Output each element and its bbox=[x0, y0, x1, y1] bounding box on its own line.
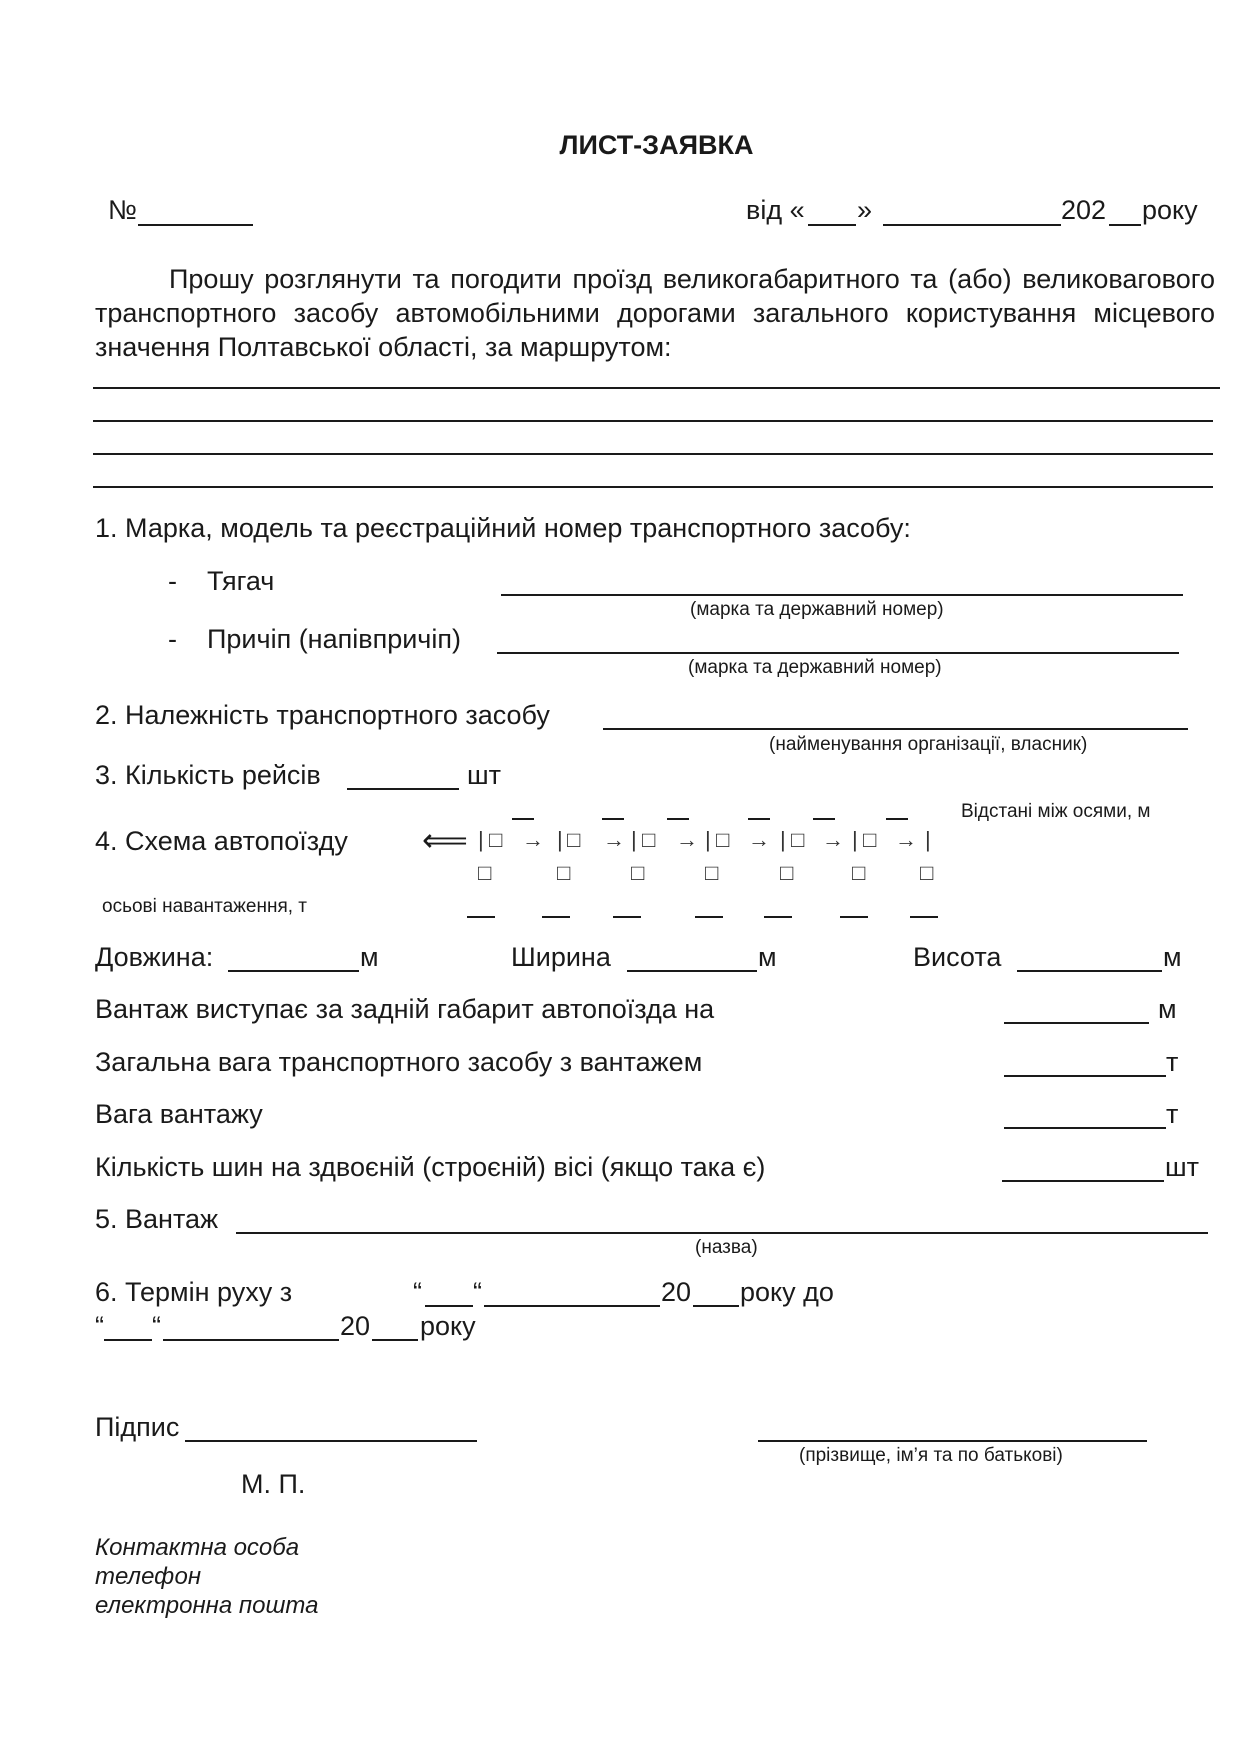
axle-load-box-icon: □ bbox=[852, 860, 866, 885]
axle-load-field[interactable] bbox=[910, 916, 938, 918]
axle-arrow-icon: → bbox=[676, 827, 698, 852]
term-from-month-field[interactable] bbox=[484, 1305, 660, 1307]
height-unit: м bbox=[1163, 942, 1182, 972]
axle-load-field[interactable] bbox=[542, 916, 570, 918]
tires-unit: шт bbox=[1165, 1152, 1200, 1182]
overhang-label: Вантаж виступає за задній габарит автопоїзда на bbox=[95, 994, 715, 1024]
length-field[interactable] bbox=[228, 970, 359, 972]
ownership-field[interactable] bbox=[603, 728, 1188, 730]
section2-label: 2. Належність транспортного засобу bbox=[95, 700, 550, 730]
axle-load-box-icon: □ bbox=[478, 860, 492, 885]
trailer-dash: - bbox=[168, 624, 177, 654]
axle-distance-label: Відстані між осями, м bbox=[961, 801, 1151, 822]
signer-name-field[interactable] bbox=[758, 1440, 1147, 1442]
term-to-month-field[interactable] bbox=[163, 1339, 339, 1341]
section3-label: 3. Кількість рейсів bbox=[95, 760, 321, 790]
axle-box-icon: □ bbox=[567, 827, 581, 852]
trips-unit: шт bbox=[467, 760, 502, 790]
axle-bar: | bbox=[631, 827, 637, 852]
cargo-field[interactable] bbox=[236, 1232, 1208, 1234]
contact-person-label: Контактна особа bbox=[95, 1534, 300, 1561]
axle-box-icon: □ bbox=[863, 827, 877, 852]
axle-bar: | bbox=[852, 827, 858, 852]
signer-name-hint: (прізвище, ім’я та по батькові) bbox=[799, 1445, 1063, 1466]
contact-email-label: електронна пошта bbox=[95, 1592, 319, 1619]
term-from-year-field[interactable] bbox=[693, 1305, 739, 1307]
signature-label: Підпис bbox=[95, 1412, 180, 1442]
overhang-field[interactable] bbox=[1004, 1022, 1149, 1024]
tractor-label: Тягач bbox=[207, 566, 275, 596]
route-line-1[interactable] bbox=[93, 387, 1220, 389]
axle-box-icon: □ bbox=[791, 827, 805, 852]
axle-arrow-icon: → bbox=[522, 827, 544, 852]
cargo-weight-field[interactable] bbox=[1004, 1127, 1166, 1129]
number-field[interactable] bbox=[138, 224, 253, 226]
direction-arrow-icon: ⟸ bbox=[422, 822, 468, 858]
date-day-field[interactable] bbox=[808, 224, 856, 226]
date-month-field[interactable] bbox=[883, 224, 1061, 226]
axle-load-box-icon: □ bbox=[631, 860, 645, 885]
document-title: ЛИСТ-ЗАЯВКА bbox=[559, 130, 754, 160]
axle-distance-field[interactable] bbox=[886, 818, 908, 820]
cargo-weight-label: Вага вантажу bbox=[95, 1099, 263, 1129]
axle-load-box-icon: □ bbox=[557, 860, 571, 885]
total-weight-field[interactable] bbox=[1004, 1075, 1166, 1077]
trips-field[interactable] bbox=[347, 788, 459, 790]
width-field[interactable] bbox=[627, 970, 757, 972]
term-to-year-field[interactable] bbox=[372, 1339, 418, 1341]
axle-load-field[interactable] bbox=[840, 916, 868, 918]
width-unit: м bbox=[758, 942, 777, 972]
number-label: № bbox=[108, 195, 137, 225]
cargo-hint: (назва) bbox=[695, 1237, 758, 1258]
axle-distance-field[interactable] bbox=[748, 818, 770, 820]
date-year-suffix: року bbox=[1142, 195, 1198, 225]
tractor-field[interactable] bbox=[501, 594, 1183, 596]
route-line-3[interactable] bbox=[93, 453, 1213, 455]
axle-arrow-icon: → bbox=[748, 827, 770, 852]
signature-field[interactable] bbox=[185, 1440, 477, 1442]
overhang-unit: м bbox=[1158, 994, 1177, 1024]
length-label: Довжина: bbox=[95, 942, 214, 972]
term-to-close-quote: “ bbox=[152, 1311, 161, 1341]
request-text: Прошу розглянути та погодити проїзд великогабаритного та (або) великовагового транспортного засобу автомобільними дорогами загального користування місцевого значення Полтавської області, за маршрутом: bbox=[95, 264, 1215, 362]
height-label: Висота bbox=[913, 942, 1002, 972]
axle-bar: | bbox=[557, 827, 563, 852]
trailer-field[interactable] bbox=[497, 652, 1179, 654]
axle-distance-field[interactable] bbox=[813, 818, 835, 820]
axle-distance-field[interactable] bbox=[512, 818, 534, 820]
axle-load-box-icon: □ bbox=[780, 860, 794, 885]
axle-load-box-icon: □ bbox=[705, 860, 719, 885]
tractor-dash: - bbox=[168, 566, 177, 596]
axle-load-field[interactable] bbox=[467, 916, 495, 918]
date-close-quote: » bbox=[857, 195, 873, 225]
axle-bar: | bbox=[705, 827, 711, 852]
term-from-year-suffix: року до bbox=[740, 1277, 834, 1307]
term-from-year-prefix: 20 bbox=[661, 1277, 692, 1307]
axle-load-field[interactable] bbox=[613, 916, 641, 918]
axle-box-icon: □ bbox=[489, 827, 503, 852]
cargo-weight-unit: т bbox=[1166, 1099, 1179, 1129]
axle-load-label: осьові навантаження, т bbox=[102, 896, 307, 917]
stamp-label: М. П. bbox=[241, 1469, 306, 1499]
axle-arrow-icon: → bbox=[603, 827, 625, 852]
trailer-label: Причіп (напівпричіп) bbox=[207, 624, 461, 654]
ownership-hint: (найменування організації, власник) bbox=[769, 734, 1088, 755]
term-to-year-prefix: 20 bbox=[340, 1311, 371, 1341]
axle-load-field[interactable] bbox=[695, 916, 723, 918]
date-year-prefix: 202 bbox=[1061, 195, 1107, 225]
axle-distance-field[interactable] bbox=[602, 818, 624, 820]
axle-arrow-icon: → bbox=[895, 827, 917, 852]
term-to-open-quote: “ bbox=[95, 1311, 104, 1341]
term-from-close-quote: “ bbox=[473, 1277, 482, 1307]
total-weight-unit: т bbox=[1166, 1047, 1179, 1077]
term-from-day-field[interactable] bbox=[425, 1305, 473, 1307]
height-field[interactable] bbox=[1017, 970, 1162, 972]
tires-field[interactable] bbox=[1002, 1180, 1164, 1182]
section1-heading: 1. Марка, модель та реєстраційний номер транспортного засобу: bbox=[95, 513, 911, 543]
contact-phone-label: телефон bbox=[95, 1563, 202, 1590]
section6-label: 6. Термін руху з bbox=[95, 1277, 293, 1307]
axle-load-box-icon: □ bbox=[920, 860, 934, 885]
tractor-hint: (марка та державний номер) bbox=[690, 599, 944, 620]
section4-label: 4. Схема автопоїзду bbox=[95, 826, 348, 856]
length-unit: м bbox=[360, 942, 379, 972]
width-label: Ширина bbox=[511, 942, 611, 972]
date-from-label: від « bbox=[746, 195, 805, 225]
axle-load-field[interactable] bbox=[764, 916, 792, 918]
tires-label: Кількість шин на здвоєній (строєній) вісі (якщо така є) bbox=[95, 1152, 766, 1182]
axle-box-icon: □ bbox=[716, 827, 730, 852]
total-weight-label: Загальна вага транспортного засобу з вантажем bbox=[95, 1047, 703, 1077]
date-year-field[interactable] bbox=[1109, 224, 1141, 226]
axle-arrow-icon: → bbox=[822, 827, 844, 852]
route-line-4[interactable] bbox=[93, 486, 1213, 488]
route-line-2[interactable] bbox=[93, 420, 1213, 422]
axle-bar: | bbox=[780, 827, 786, 852]
axle-bar: | bbox=[925, 827, 931, 852]
trailer-hint: (марка та державний номер) bbox=[688, 657, 942, 678]
axle-bar: | bbox=[478, 827, 484, 852]
axle-distance-field[interactable] bbox=[667, 818, 689, 820]
section5-label: 5. Вантаж bbox=[95, 1204, 219, 1234]
axle-box-icon: □ bbox=[642, 827, 656, 852]
term-from-open-quote: “ bbox=[413, 1277, 422, 1307]
term-to-year-suffix: року bbox=[420, 1311, 476, 1341]
term-to-day-field[interactable] bbox=[104, 1339, 152, 1341]
